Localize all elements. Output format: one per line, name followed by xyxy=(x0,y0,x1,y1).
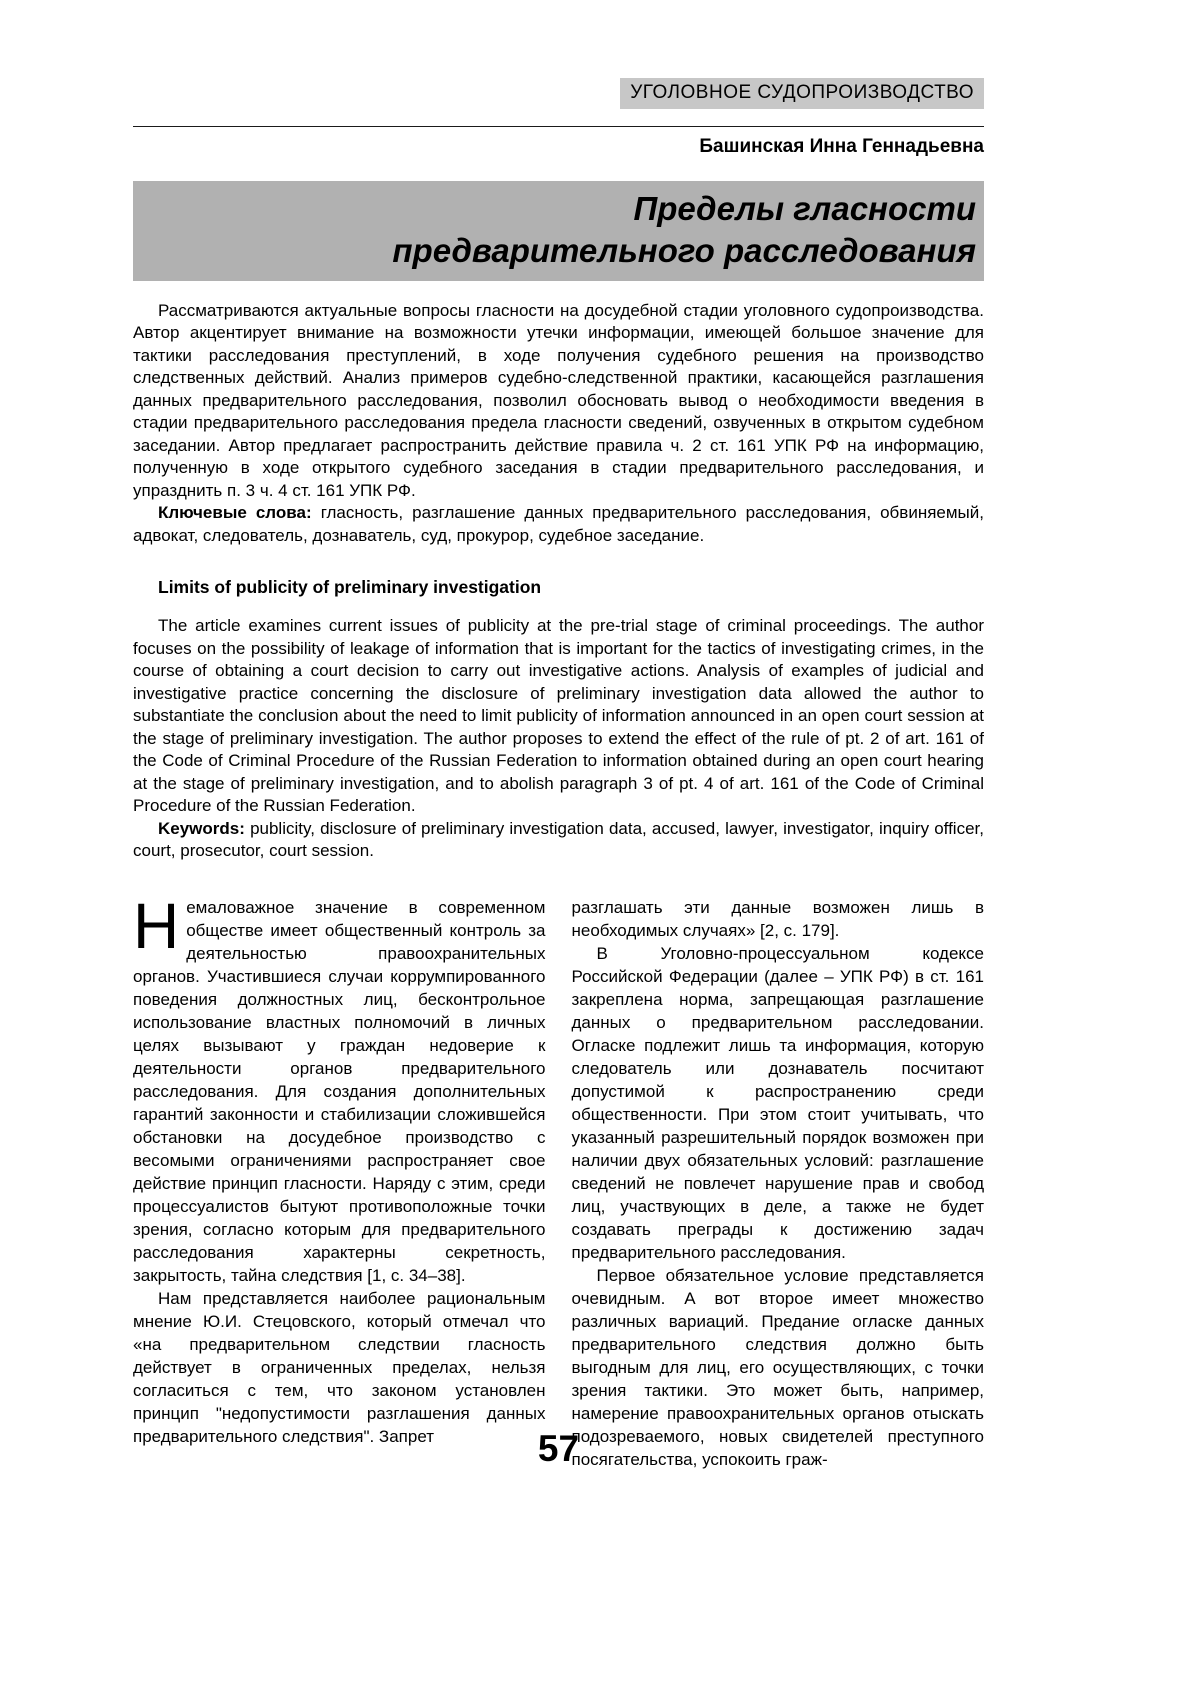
article-title xyxy=(133,181,984,281)
body-paragraph: Первое обязательное условие представляется очевидным. А вот второе имеет множество различных вариаций. Предание огласке данных предварительного следствия должно быть выгодным для лиц, его осуществляющих, с точки зрения тактики. Это может быть, например, намерение правоохранительных органов отыскать подозреваемого, новых свидетелей преступного посягательства, успокоить граж- xyxy=(571,1265,984,1469)
header-divider xyxy=(133,126,984,127)
dropcap-letter: Н xyxy=(133,889,180,962)
article-title-line2: предварительного расследования xyxy=(392,231,976,269)
abstract-en xyxy=(133,615,984,863)
body-paragraph xyxy=(133,889,546,1287)
article-title-line1: Пределы гласности xyxy=(633,190,976,227)
keywords-ru-text: гласность, разглашение данных предварительного расследования, обвиняемый, адвокат, следователь, дознаватель, суд, прокурор, судебное заседание. xyxy=(133,503,984,545)
abstract-ru-text: Рассматриваются актуальные вопросы гласности на досудебной стадии уголовного судопроизводства. Автор акцентирует внимание на возможности утечки информации, имеющей большое значение для тактики расследования преступлений, в ходе получения судебного решения на производство следственных действий. Анализ примеров судебно-следственной практики, касающейся разглашения данных предварительного расследования, позволил обосновать вывод о необходимости введения в стадии предварительного расследования предела гласности сведений, озвученных в открытом судебном заседании. Автор предлагает распространить действие правила ч. 2 ст. 161 УПК РФ на информацию, полученную в ходе открытого судебного заседания в стадии предварительного расследования, и упразднить п. 3 ч. 4 ст. 161 УПК РФ. xyxy=(133,300,984,500)
section-header xyxy=(133,78,984,109)
abstract-ru xyxy=(133,300,984,548)
keywords-ru-label: Ключевые слова: xyxy=(158,503,312,523)
body-paragraph-text: емаловажное значение в современном обществе имеет общественный контроль за деятельностью правоохранительных органов. Участившиеся случаи коррумпированного поведения должностных лиц, бесконтрольное использование властных полномочий в личных целях вызывают у граждан недоверие к деятельности органов предварительного расследования. Для создания дополнительных гарантий законности и стабилизации сложившейся обстановки на досудебное производство с весомыми ограничениями распространяет свое действие принцип гласности. Наряду с этим, среди процессуалистов бытуют противоположные точки зрения, согласно которым для предварительного расследования характерны секретность, закрытость, тайна следствия [1, с. 34–38]. xyxy=(133,897,546,1285)
body-columns xyxy=(133,889,984,1471)
abstract-en-text: The article examines current issues of publicity at the pre-trial stage of criminal proceedings. The author focuses on the possibility of leakage of information that is important for the tactics of investigating crimes, in the course of obtaining a court decision to carry out investigative actions. Analysis of examples of judicial and investigative practice concerning the disclosure of preliminary investigation data allowed the author to substantiate the conclusion about the need to limit publicity of information announced in an open court session at the stage of preliminary investigation. The author proposes to extend the effect of the rule of pt. 2 of art. 161 of the Code of Criminal Procedure of the Russian Federation to information obtained during an open court hearing at the stage of preliminary investigation, and to abolish paragraph 3 of pt. 4 of art. 161 of the Code of Criminal Procedure of the Russian Federation. xyxy=(133,616,984,816)
keywords-en-text: publicity, disclosure of preliminary investigation data, accused, lawyer, investigator, inquiry officer, court, prosecutor, court session. xyxy=(133,818,984,861)
body-paragraph: Нам представляется наиболее рациональным мнение Ю.И. Стецовского, который отмечал что «на предварительном следствии гласность действует в ограниченных пределах, нельзя согласиться с тем, что законом установлен принцип "недопустимости разглашения данных предварительного следствия". Запрет xyxy=(133,1288,546,1446)
body-paragraph: разглашать эти данные возможен лишь в необходимых случаях» [2, с. 179]. xyxy=(571,897,984,940)
body-column-2 xyxy=(572,896,985,1471)
section-tag: УГОЛОВНОЕ СУДОПРОИЗВОДСТВО xyxy=(620,78,984,109)
keywords-en-label: Keywords: xyxy=(158,818,245,838)
keywords-ru xyxy=(133,502,984,547)
author-name: Башинская Инна Геннадьевна xyxy=(699,136,984,157)
body-paragraph: В Уголовно-процессуальном кодексе Российской Федерации (далее – УПК РФ) в ст. 161 закреплена норма, запрещающая разглашение данных о предварительном расследовании. Огласке подлежит лишь та информация, которую следователь или дознаватель посчитают допустимой к распространению среди общественности. При этом стоит учитывать, что указанный разрешительный порядок возможен при наличии двух обязательных условий: разглашение сведений не повлечет нарушение прав и свобод лиц, участвующих в деле, а также не будет создавать преграды к достижению задач предварительного расследования. xyxy=(571,943,984,1262)
abstract-en-title: Limits of publicity of preliminary investigation xyxy=(158,577,542,598)
page-content xyxy=(133,0,984,1471)
body-column-1 xyxy=(133,889,546,1471)
keywords-en xyxy=(133,818,984,863)
page-number: 57 xyxy=(537,1428,580,1469)
